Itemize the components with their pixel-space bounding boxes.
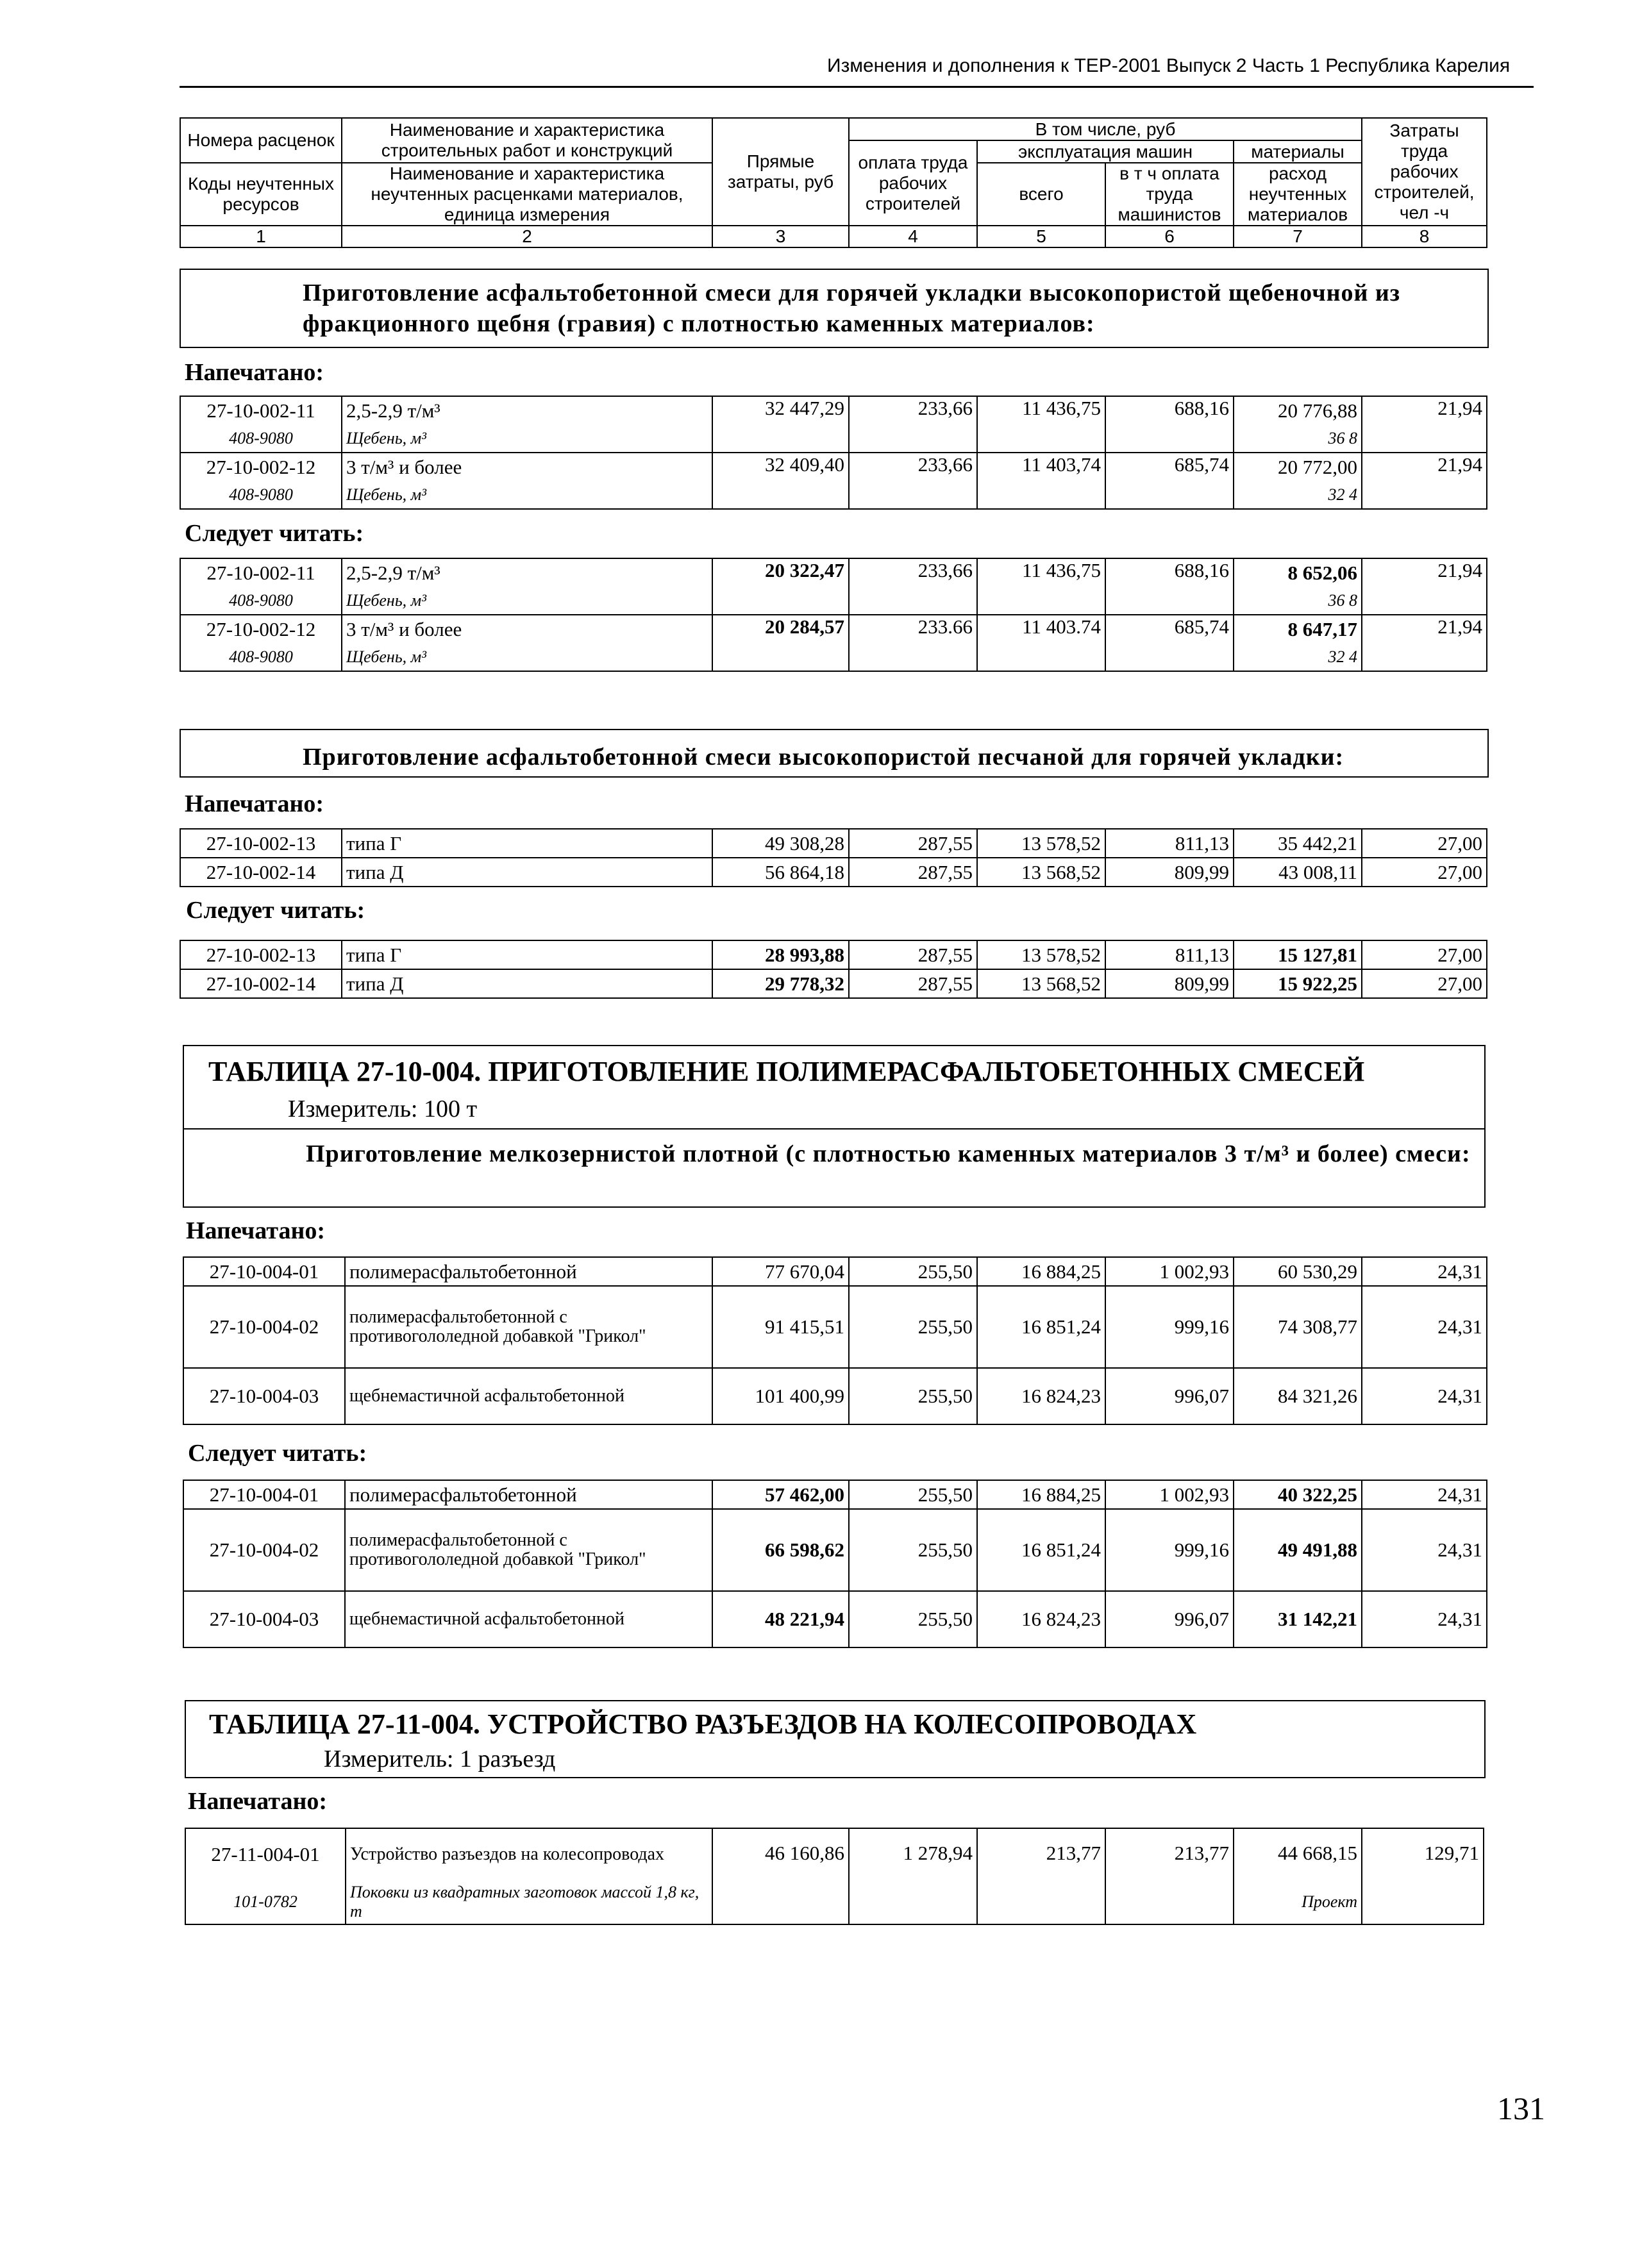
rate-code: 27-10-004-02 xyxy=(183,1509,345,1591)
section1-title-box xyxy=(180,269,1489,348)
table-004-divider xyxy=(184,1128,1484,1130)
machines-total: 16 824,23 xyxy=(977,1368,1105,1424)
section2-title: Приготовление асфальтобетонной смеси высокопористой песчаной для горячей укладки: xyxy=(303,744,1344,771)
header-materials-usage: расход неучтенных материалов xyxy=(1234,163,1362,226)
labor-pay: 287,55 xyxy=(849,969,977,998)
materials: 8 647,17 xyxy=(1234,615,1362,643)
machines-total: 16 824,23 xyxy=(977,1591,1105,1647)
resource-qty: 36 8 xyxy=(1234,587,1362,615)
col-num: 2 xyxy=(342,226,712,247)
rate-code: 27-10-004-01 xyxy=(183,1480,345,1509)
labor-pay: 233,66 xyxy=(849,558,977,615)
rate-name: 2,5-2,9 т/м³ xyxy=(342,396,712,424)
direct-costs: 56 864,18 xyxy=(712,858,849,887)
machines-total: 13 578,52 xyxy=(977,829,1105,858)
machines-labor: 811,13 xyxy=(1105,940,1234,969)
label-printed: Напечатано: xyxy=(185,359,324,386)
resource-code: 408-9080 xyxy=(180,424,342,453)
section1-corrected-table xyxy=(180,558,1487,672)
resource-code: 408-9080 xyxy=(180,587,342,615)
rate-code: 27-10-004-03 xyxy=(183,1368,345,1424)
labor-pay: 287,55 xyxy=(849,940,977,969)
direct-costs: 20 322,47 xyxy=(712,558,849,615)
table-11-004-measure: Измеритель: 1 разъезд xyxy=(324,1746,556,1772)
materials: 35 442,21 xyxy=(1234,829,1362,858)
materials: 44 668,15 xyxy=(1234,1828,1362,1880)
rate-name: Устройство разъездов на колесопроводах xyxy=(346,1828,712,1880)
rate-code: 27-10-002-11 xyxy=(180,396,342,424)
rate-code: 27-11-004-01 xyxy=(185,1828,346,1880)
header-work-name: Наименование и характеристика строительных работ и конструкций xyxy=(342,118,712,163)
resource-code: 408-9080 xyxy=(180,643,342,671)
labor-hours: 24,31 xyxy=(1362,1368,1487,1424)
rate-code: 27-10-004-01 xyxy=(183,1257,345,1286)
table-004-printed-table xyxy=(183,1256,1487,1425)
direct-costs: 20 284,57 xyxy=(712,615,849,671)
machines-labor: 996,07 xyxy=(1105,1591,1234,1647)
resource-qty: 32 4 xyxy=(1234,481,1362,509)
section1-title: Приготовление асфальтобетонной смеси для горячей укладки высокопористой щебеночной из фракционного щебня (гравия) с плотностью каменных материалов: xyxy=(303,279,1401,337)
rate-name: типа Г xyxy=(342,940,712,969)
machines-labor: 809,99 xyxy=(1105,858,1234,887)
machines-total: 11 436,75 xyxy=(977,396,1105,453)
machines-labor: 999,16 xyxy=(1105,1509,1234,1591)
labor-hours: 27,00 xyxy=(1362,858,1487,887)
table-11-004-title-box xyxy=(185,1700,1486,1778)
header-direct-costs: Прямые затраты, руб xyxy=(712,118,849,226)
resource-qty: 32 4 xyxy=(1234,643,1362,671)
machines-total: 213,77 xyxy=(977,1828,1105,1924)
table-004-corrected-table xyxy=(183,1480,1487,1648)
col-num: 5 xyxy=(977,226,1105,247)
labor-hours: 24,31 xyxy=(1362,1257,1487,1286)
header-materials: материалы xyxy=(1234,140,1362,163)
materials: 43 008,11 xyxy=(1234,858,1362,887)
resource-name: Щебень, м³ xyxy=(342,481,712,509)
labor-pay: 255,50 xyxy=(849,1286,977,1368)
machines-total: 11 403,74 xyxy=(977,453,1105,509)
machines-total: 16 851,24 xyxy=(977,1509,1105,1591)
rate-name: 3 т/м³ и более xyxy=(342,453,712,481)
header-labor-pay: оплата труда рабочих строителей xyxy=(849,140,977,226)
running-header: Изменения и дополнения к ТЕР-2001 Выпуск 2 Часть 1 Республика Карелия xyxy=(827,55,1511,76)
rate-name: 2,5-2,9 т/м³ xyxy=(342,558,712,587)
col-num: 8 xyxy=(1362,226,1487,247)
rate-name: щебнемастичной асфальтобетонной xyxy=(345,1591,712,1647)
rate-name: полимерасфальтобетонной xyxy=(345,1257,712,1286)
machines-total: 16 884,25 xyxy=(977,1480,1105,1509)
labor-pay: 255,50 xyxy=(849,1368,977,1424)
direct-costs: 91 415,51 xyxy=(712,1286,849,1368)
machines-labor: 1 002,93 xyxy=(1105,1480,1234,1509)
machines-labor: 811,13 xyxy=(1105,829,1234,858)
rate-code: 27-10-002-14 xyxy=(180,969,342,998)
rate-name: типа Д xyxy=(342,858,712,887)
col-num: 6 xyxy=(1105,226,1234,247)
rate-code: 27-10-002-13 xyxy=(180,829,342,858)
header-including: В том числе, руб xyxy=(849,118,1362,140)
table-11-004-printed-table xyxy=(185,1828,1484,1925)
header-machines-total: всего xyxy=(977,163,1105,226)
machines-labor: 688,16 xyxy=(1105,558,1234,615)
labor-pay: 255,50 xyxy=(849,1480,977,1509)
labor-hours: 21,94 xyxy=(1362,615,1487,671)
label-printed: Напечатано: xyxy=(186,1217,325,1244)
section2-printed-table xyxy=(180,828,1487,887)
direct-costs: 101 400,99 xyxy=(712,1368,849,1424)
materials: 84 321,26 xyxy=(1234,1368,1362,1424)
labor-hours: 27,00 xyxy=(1362,829,1487,858)
header-resource-name: Наименование и характеристика неучтенных расценками материалов, единица измерения xyxy=(342,163,712,226)
resource-name: Щебень, м³ xyxy=(342,424,712,453)
direct-costs: 66 598,62 xyxy=(712,1509,849,1591)
machines-labor: 999,16 xyxy=(1105,1286,1234,1368)
rate-code: 27-10-004-02 xyxy=(183,1286,345,1368)
direct-costs: 48 221,94 xyxy=(712,1591,849,1647)
rate-code: 27-10-002-14 xyxy=(180,858,342,887)
direct-costs: 57 462,00 xyxy=(712,1480,849,1509)
machines-labor: 996,07 xyxy=(1105,1368,1234,1424)
header-rule xyxy=(180,86,1534,88)
machines-labor: 685,74 xyxy=(1105,453,1234,509)
rate-name: полимерасфальтобетонной с противогололедной добавкой "Грикол" xyxy=(345,1509,712,1591)
labor-hours: 21,94 xyxy=(1362,396,1487,453)
direct-costs: 77 670,04 xyxy=(712,1257,849,1286)
labor-hours: 24,31 xyxy=(1362,1591,1487,1647)
col-num: 7 xyxy=(1234,226,1362,247)
labor-hours: 129,71 xyxy=(1362,1828,1484,1924)
col-num: 1 xyxy=(180,226,342,247)
labor-pay: 233.66 xyxy=(849,615,977,671)
labor-hours: 24,31 xyxy=(1362,1286,1487,1368)
col-num: 4 xyxy=(849,226,977,247)
header-rate-numbers: Номера расценок xyxy=(180,118,342,163)
page-number: 131 xyxy=(1497,2090,1545,2126)
labor-hours: 27,00 xyxy=(1362,940,1487,969)
machines-labor: 688,16 xyxy=(1105,396,1234,453)
table-11-004-title: ТАБЛИЦА 27-11-004. УСТРОЙСТВО РАЗЪЕЗДОВ НА КОЛЕСОПРОВОДАХ xyxy=(209,1708,1197,1740)
table-004-measure: Измеритель: 100 т xyxy=(288,1096,478,1122)
resource-code: 101-0782 xyxy=(185,1880,346,1924)
table-004-title-box xyxy=(183,1045,1486,1208)
labor-hours: 24,31 xyxy=(1362,1480,1487,1509)
labor-pay: 287,55 xyxy=(849,858,977,887)
section1-printed-table xyxy=(180,396,1487,510)
machines-total: 16 884,25 xyxy=(977,1257,1105,1286)
label-printed: Напечатано: xyxy=(185,790,324,817)
rate-code: 27-10-004-03 xyxy=(183,1591,345,1647)
labor-pay: 233,66 xyxy=(849,453,977,509)
header-resource-codes: Коды неучтенных ресурсов xyxy=(180,163,342,226)
header-machines: эксплуатация машин xyxy=(977,140,1234,163)
materials: 74 308,77 xyxy=(1234,1286,1362,1368)
resource-qty: Проект xyxy=(1234,1880,1362,1924)
labor-hours: 24,31 xyxy=(1362,1509,1487,1591)
materials: 20 776,88 xyxy=(1234,396,1362,424)
section2-title-box xyxy=(180,729,1489,778)
direct-costs: 46 160,86 xyxy=(712,1828,849,1924)
labor-pay: 233,66 xyxy=(849,396,977,453)
table-004-title: ТАБЛИЦА 27-10-004. ПРИГОТОВЛЕНИЕ ПОЛИМЕРАСФАЛЬТОБЕТОННЫХ СМЕСЕЙ xyxy=(208,1056,1365,1087)
machines-total: 13 568,52 xyxy=(977,969,1105,998)
direct-costs: 32 447,29 xyxy=(712,396,849,453)
labor-pay: 1 278,94 xyxy=(849,1828,977,1924)
machines-total: 16 851,24 xyxy=(977,1286,1105,1368)
rate-name: типа Д xyxy=(342,969,712,998)
machines-total: 13 578,52 xyxy=(977,940,1105,969)
resource-name: Щебень, м³ xyxy=(342,643,712,671)
direct-costs: 29 778,32 xyxy=(712,969,849,998)
header-machines-labor: в т ч оплата труда машинистов xyxy=(1105,163,1234,226)
rate-name: полимерасфальтобетонной с противогололедной добавкой "Грикол" xyxy=(345,1286,712,1368)
section2-corrected-table xyxy=(180,940,1487,999)
labor-hours: 21,94 xyxy=(1362,558,1487,615)
label-printed: Напечатано: xyxy=(188,1788,327,1815)
materials: 20 772,00 xyxy=(1234,453,1362,481)
machines-total: 11 436,75 xyxy=(977,558,1105,615)
rate-code: 27-10-002-11 xyxy=(180,558,342,587)
machines-total: 13 568,52 xyxy=(977,858,1105,887)
rate-name: щебнемастичной асфальтобетонной xyxy=(345,1368,712,1424)
labor-pay: 255,50 xyxy=(849,1257,977,1286)
labor-hours: 21,94 xyxy=(1362,453,1487,509)
materials: 49 491,88 xyxy=(1234,1509,1362,1591)
column-header-table xyxy=(180,117,1487,248)
direct-costs: 28 993,88 xyxy=(712,940,849,969)
resource-name: Поковки из квадратных заготовок массой 1,8 кг, т xyxy=(346,1880,712,1924)
materials: 31 142,21 xyxy=(1234,1591,1362,1647)
machines-labor: 1 002,93 xyxy=(1105,1257,1234,1286)
label-should-read: Следует читать: xyxy=(186,897,365,924)
labor-pay: 255,50 xyxy=(849,1509,977,1591)
materials: 40 322,25 xyxy=(1234,1480,1362,1509)
materials: 15 127,81 xyxy=(1234,940,1362,969)
materials: 15 922,25 xyxy=(1234,969,1362,998)
materials: 8 652,06 xyxy=(1234,558,1362,587)
header-labor-costs: Затраты труда рабочих строителей, чел -ч xyxy=(1362,118,1487,226)
label-should-read: Следует читать: xyxy=(185,520,364,547)
rate-name: типа Г xyxy=(342,829,712,858)
machines-total: 11 403.74 xyxy=(977,615,1105,671)
machines-labor: 213,77 xyxy=(1105,1828,1234,1924)
rate-code: 27-10-002-13 xyxy=(180,940,342,969)
label-should-read: Следует читать: xyxy=(188,1440,367,1467)
labor-pay: 255,50 xyxy=(849,1591,977,1647)
machines-labor: 685,74 xyxy=(1105,615,1234,671)
resource-name: Щебень, м³ xyxy=(342,587,712,615)
resource-code: 408-9080 xyxy=(180,481,342,509)
machines-labor: 809,99 xyxy=(1105,969,1234,998)
labor-hours: 27,00 xyxy=(1362,969,1487,998)
resource-qty: 36 8 xyxy=(1234,424,1362,453)
direct-costs: 49 308,28 xyxy=(712,829,849,858)
labor-pay: 287,55 xyxy=(849,829,977,858)
materials: 60 530,29 xyxy=(1234,1257,1362,1286)
rate-name: полимерасфальтобетонной xyxy=(345,1480,712,1509)
rate-code: 27-10-002-12 xyxy=(180,453,342,481)
direct-costs: 32 409,40 xyxy=(712,453,849,509)
table-004-subtitle: Приготовление мелкозернистой плотной (с плотностью каменных материалов 3 т/м³ и более) смеси: xyxy=(306,1140,1471,1167)
col-num: 3 xyxy=(712,226,849,247)
rate-code: 27-10-002-12 xyxy=(180,615,342,643)
rate-name: 3 т/м³ и более xyxy=(342,615,712,643)
